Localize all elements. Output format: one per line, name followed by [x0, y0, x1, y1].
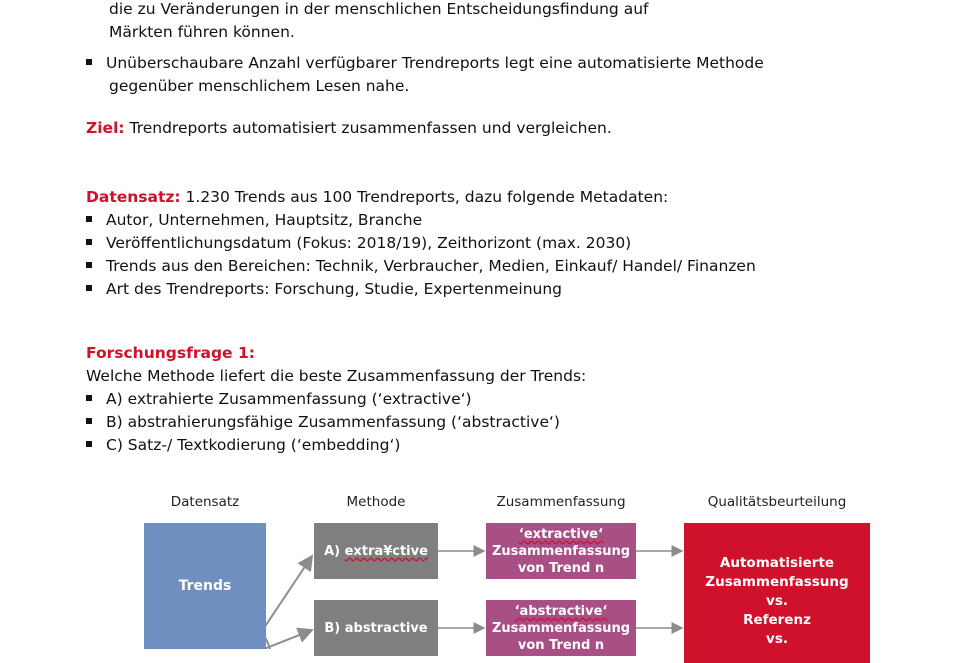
quality-line-5: vs.	[766, 631, 788, 647]
list-item-text: B) abstrahierungsfähige Zusammenfassung (‘abstractive‘)	[106, 413, 560, 431]
quality-line-4: Referenz	[743, 612, 811, 628]
header-datensatz: Datensatz	[170, 494, 240, 510]
list-item-text: Art des Trendreports: Forschung, Studie, Expertenmeinung	[106, 280, 563, 298]
list-item-text: C) Satz-/ Textkodierung (‘embedding‘)	[106, 436, 401, 454]
method-b-label: B) abstractive	[324, 620, 428, 636]
summary-a-line2: Zusammenfassung	[491, 543, 631, 559]
header-qualitaetsbeurteilung: Qualitätsbeurteilung	[707, 494, 847, 510]
quality-line-1: Automatisierte	[719, 555, 835, 571]
intro-line-1: die zu Veränderungen in der menschlichen Entscheidungsfindung auf	[109, 0, 649, 18]
arrow-trends-to-b	[264, 630, 312, 649]
quality-box	[684, 523, 870, 663]
summary-b-line2: Zusammenfassung	[491, 620, 631, 636]
trends-label: Trends	[178, 578, 232, 594]
header-zusammenfassung: Zusammenfassung	[496, 494, 626, 510]
method-b-box	[314, 600, 438, 656]
summary-a-word: ‘extractive‘	[518, 526, 604, 542]
intro-bullet-text-2: gegenüber menschlichem Lesen nahe.	[109, 77, 410, 95]
forschungsfrage-label: Forschungsfrage 1:	[86, 344, 255, 362]
ziel-text: Trendreports automatisiert zusammenfassen und vergleichen.	[124, 119, 612, 137]
summary-b-word: ‘abstractive‘	[514, 603, 608, 619]
method-a-word: extra¥ctive	[344, 543, 428, 559]
datensatz-text: 1.230 Trends aus 100 Trendreports, dazu folgende Metadaten:	[180, 188, 669, 206]
method-a-label	[324, 543, 428, 560]
ziel-label: Ziel:	[86, 119, 125, 137]
intro-line-2: Märkten führen können.	[109, 23, 295, 41]
list-item-text: A) extrahierte Zusammenfassung (‘extractive‘)	[106, 390, 472, 408]
list-item-text: Veröffentlichungsdatum (Fokus: 2018/19), Zeithorizont (max. 2030)	[106, 234, 632, 252]
method-a-box	[314, 523, 438, 579]
list-item-text: Autor, Unternehmen, Hauptsitz, Branche	[106, 211, 423, 229]
summary-a-box	[486, 523, 636, 579]
summary-b-box	[486, 600, 636, 656]
quality-line-2: Zusammenfassung	[705, 574, 849, 590]
intro-bullet-text: Unüberschaubare Anzahl verfügbarer Trendreports legt eine automatisierte Methode	[106, 54, 764, 72]
summary-a-line3: von Trend n	[517, 560, 605, 576]
method-a-prefix: A)	[324, 543, 345, 559]
trends-box	[144, 523, 266, 649]
summary-b-line3: von Trend n	[517, 637, 605, 653]
quality-line-3: vs.	[766, 593, 788, 609]
header-methode: Methode	[346, 494, 406, 510]
list-item-text: Trends aus den Bereichen: Technik, Verbraucher, Medien, Einkauf/ Handel/ Finanzen	[106, 257, 756, 275]
datensatz-label: Datensatz:	[86, 188, 181, 206]
forschungsfrage-question: Welche Methode liefert die beste Zusammenfassung der Trends:	[86, 367, 587, 385]
